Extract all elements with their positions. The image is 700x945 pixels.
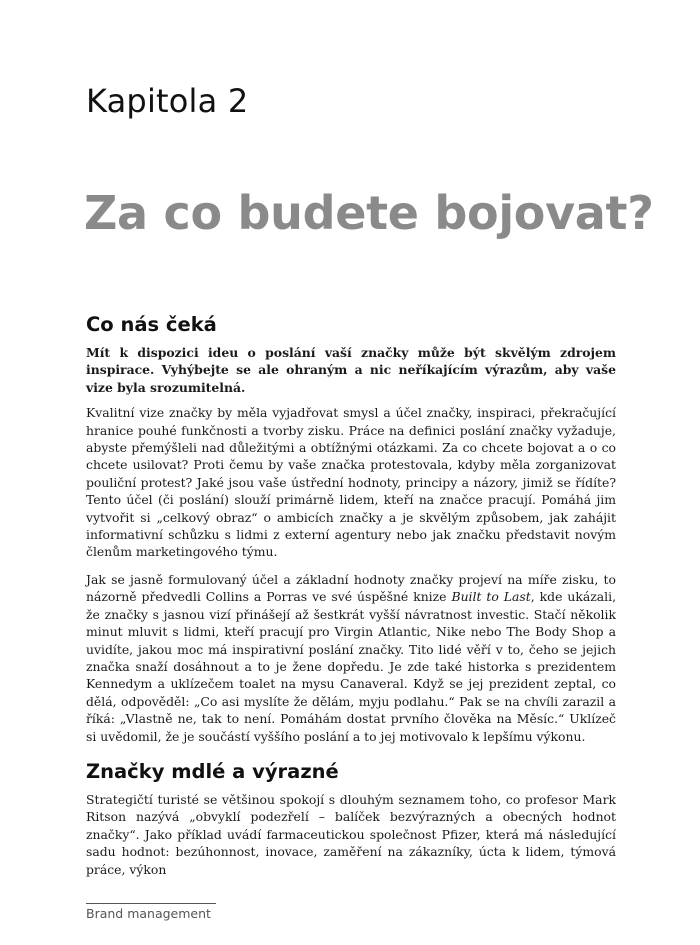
paragraph: Kvalitní vize značky by měla vyjadřovat smysl a účel značky, inspiraci, překračující hranice pouhé funkčnosti a tvorby zisku. Práce na definici poslání značky vyžaduje, abyste přemýšleli nad důležitými a obtížnými otázkami. Za co chcete bojovat a o co chcete usilovat? Proti čemu by vaše značka protestovala, kdyby měla zorganizovat pouliční protest? Jaké jsou vaše ústřední hodnoty, principy a názory, jimiž se řídíte? Tento účel (či poslání) slouží primárně lidem, kteří na značce pracují. Pomáhá jim vytvořit si „celkový obraz“ o ambicích značky a je skvělým způsobem, jak zahájit informativní schůzku s lidmi z externí agentury nebo jak značku představit novým členům marketingového týmu.: [86, 405, 616, 560]
paragraph: [86, 571, 616, 745]
section-heading-co-nas-ceka: Co nás čeká: [86, 313, 217, 336]
section-heading-znacky-mdle: Značky mdlé a výrazné: [86, 759, 339, 783]
lead-paragraph: Mít k dispozici ideu o poslání vaší značky může být skvělým zdrojem inspirace. Vyhýbejte se ale ohraným a nic neříkajícím výrazům, aby vaše vize byla srozumitelná.: [86, 345, 616, 395]
body-text: [86, 312, 616, 888]
chapter-title: Za co budete bojovat?: [84, 186, 654, 240]
book-title: Built to Last: [451, 589, 531, 605]
running-footer: Brand management: [86, 906, 211, 921]
footer-rule: [86, 903, 216, 904]
paragraph: Strategičtí turisté se většinou spokojí s dlouhým seznamem toho, co profesor Mark Ritson nazývá „obvyklí podezřelí – balíček bezvýrazných a obecných hodnot značky“. Jako příklad uvádí farmaceutickou společnost Pfizer, která má následující sadu hodnot: bezúhonnost, inovace, zaměření na zákazníky, úcta k lidem, týmová práce, výkon: [86, 791, 616, 877]
paragraph-text: Jak se jasně formulovaný účel a základní hodnoty značky projeví na míře zisku, to názorně předvedli Collins a Porras ve své úspěšné knize: [86, 571, 616, 605]
paragraph-text: , kde ukázali, že značky s jasnou vizí přinášejí až šestkrát vyšší návratnost investic. Stačí několik minut mluvit s lidmi, kteří pracují pro Virgin Atlantic, Nike nebo The Body Shop a uvidíte, jakou moc má inspirativní poslání značky. Tito lidé věří v to, čeho se jejich značka snaží dosáhnout a to je žene dopředu. Je zde také historka s prezidentem Kennedym a uklízečem toalet na mysu Canaveral. Když se jej prezident zeptal, co dělá, odpověděl: „Co asi myslíte že dělám, myju podlahu.“ Pak se na chvíli zarazil a říká: „Vlastně ne, tak to není. Pomáhám dostat prvního člověka na Měsíc.“ Uklízeč si uvědomil, že je součástí vyššího poslání a to jej motivovalo k lepšímu výkonu.: [86, 589, 617, 744]
chapter-label: Kapitola 2: [86, 82, 249, 120]
